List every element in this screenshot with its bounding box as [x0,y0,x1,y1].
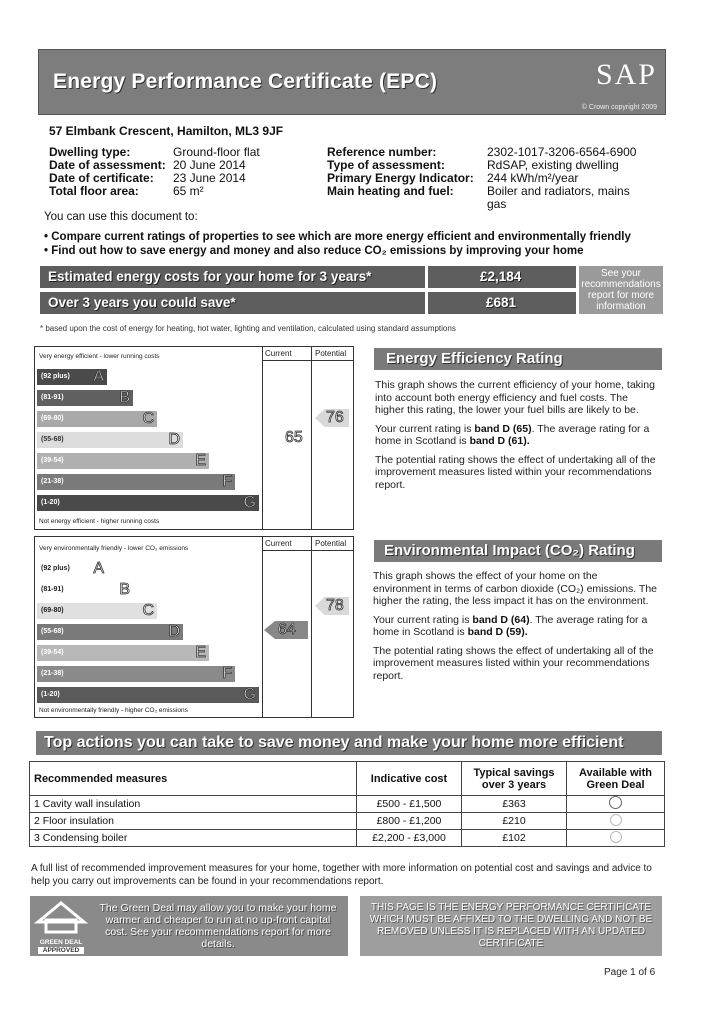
page-number: Page 1 of 6 [604,967,656,978]
cost-footnote: * based upon the cost of energy for heating, hot water, lighting and ventilation, calculated using standard assumptions [40,324,456,333]
cost-row-2 [40,292,425,314]
band-range: (81-91) [41,394,64,401]
full-list-note: A full list of recommended improvement measures for your home, together with more information on potential cost and savings and advice to help you carry out improvements can be found in your recommendations report. [31,863,652,887]
ee-current-rating: 65 [285,429,303,446]
band-range: (1-20) [41,691,60,698]
band-letter: B [119,389,130,406]
environmental-impact-chart [34,536,354,718]
measure-cell: 3 Condensing boiler [30,830,357,847]
band-bar [37,687,259,703]
cost-cell: £800 - £1,200 [357,813,462,830]
cost-row-1 [40,266,425,288]
band-letter: E [195,452,206,469]
band-range: (55-68) [41,628,64,635]
details-left [49,146,260,198]
detail-label: Primary Energy Indicator: [327,171,474,185]
band-letter: C [142,602,154,619]
cost-cell: £500 - £1,500 [357,796,462,813]
band-range: (55-68) [41,436,64,443]
band-range: (21-38) [41,478,64,485]
band-letter: F [222,665,232,682]
measure-cell: 1 Cavity wall insulation [30,796,357,813]
cost-row-value: £2,184 [480,269,522,284]
green-deal-cell [567,796,665,813]
detail-value: RdSAP, existing dwelling [487,158,619,172]
green-deal-text: The Green Deal may allow you to make your home warmer and cheaper to run at no up-front capital cost. See your recommendations report for more details. [99,902,337,950]
band-range: (39-54) [41,457,64,464]
green-deal-box [30,896,348,956]
saving-cell: £210 [462,813,567,830]
detail-label: Total floor area: [49,184,139,198]
details-right [327,146,637,211]
top-actions-title-bar [36,731,662,755]
band-letter: G [243,686,256,703]
band-range: (39-54) [41,649,64,656]
chart-bottom-label: Not energy efficient - higher running costs [39,518,160,525]
band-range: (81-91) [41,586,64,593]
chart-top-label: Very environmentally friendly - lower CO₂ emissions [39,545,189,552]
detail-value: Boiler and radiators, mains gas [487,184,630,211]
cost-row-1-value-cell [428,266,576,288]
cost-row-label: Estimated energy costs for your home for 3 years* [48,269,372,284]
table-row [30,813,665,830]
ee-potential-rating: 76 [326,409,344,426]
col-potential-label: Potential [315,349,347,358]
detail-value: 23 June 2014 [173,171,246,185]
chart-top-label: Very energy efficient - lower running costs [39,353,160,360]
use-bullets: • Compare current ratings of properties to see which are more energy efficient and environmentally friendly • Find out how to save energy and money and also reduce CO₂ emissions by improving your home [44,231,631,257]
top-actions-title: Top actions you can take to save money and make your home more efficient [44,734,624,751]
band-letter: A [93,560,104,577]
use-intro: You can use this document to: [44,211,198,223]
band-letter: G [243,494,256,511]
affix-notice-box [360,896,662,956]
header-measures: Recommended measures [30,762,357,796]
green-deal-cell [567,813,665,830]
ee-paragraph-1: This graph shows the current efficiency of your home, taking into account both energy efficiency and fuel costs. The higher this rating, the lower your fuel bills are likely to be. [375,379,655,416]
ei-section-title-bar [374,540,662,562]
band-bar [37,411,157,427]
col-current-label: Current [265,349,292,358]
detail-label: Date of assessment: [49,158,166,172]
band-letter: A [93,368,104,385]
detail-label: Dwelling type: [49,145,131,159]
recommended-measures-table [29,761,665,847]
band-bar [37,624,183,640]
band-bar [37,432,183,448]
band-letter: D [168,431,180,448]
band-bar [37,474,235,490]
band-letter: B [119,581,130,598]
chart-bottom-label: Not environmentally friendly - higher CO₂ emissions [39,707,188,714]
see-recommendations-box: See your recommendations report for more information [579,266,663,314]
band-bar [37,582,133,598]
cost-row-value: £681 [486,295,517,310]
green-deal-logo-line2: APPROVED [38,947,84,954]
header-green-deal: Available with Green Deal [567,762,665,796]
band-bar [37,369,107,385]
band-range: (21-38) [41,670,64,677]
cost-row-2-value-cell [428,292,576,314]
col-potential-label: Potential [315,539,347,548]
green-deal-logo-line1: GREEN DEAL [39,939,83,946]
cost-row-label: Over 3 years you could save* [48,295,236,310]
ee-paragraph-2: Your current rating is band D (65). The average rating for a home in Scotland is band D (61). [375,422,650,447]
saving-cell: £102 [462,830,567,847]
table-row [30,796,665,813]
band-range: (92 plus) [41,565,70,572]
detail-label: Main heating and fuel: [327,184,454,198]
band-letter: D [168,623,180,640]
green-deal-cell [567,830,665,847]
band-range: (1-20) [41,499,60,506]
energy-efficiency-chart [34,346,354,530]
band-bar [37,561,107,577]
band-bar [37,666,235,682]
house-icon [34,900,88,934]
bullet-item: Find out how to save energy and money and also reduce CO₂ emissions by improving your home [51,245,584,257]
ee-description [375,379,657,491]
ei-potential-rating: 78 [326,597,344,614]
detail-label: Date of certificate: [49,171,154,185]
ei-description [373,570,657,682]
detail-value: 2302-1017-3206-6564-6900 [487,145,637,159]
band-letter: F [222,473,232,490]
ei-section-title: Environmental Impact (CO₂) Rating [384,542,635,559]
ei-current-rating: 64 [278,621,296,638]
epc-header [38,49,666,115]
band-letter: E [195,644,206,661]
ei-paragraph-1: This graph shows the effect of your home on the environment in terms of carbon dioxide (CO₂) emissions. The higher the rating, the less impact it has on the environment. [373,570,657,607]
band-bar [37,495,259,511]
affix-notice-text: THIS PAGE IS THE ENERGY PERFORMANCE CERTIFICATE WHICH MUST BE AFFIXED TO THE DWELLING AND NOT BE REMOVED UNLESS IT IS REPLACED WITH AN UPDATED CERTIFICATE [369,902,653,949]
property-address: 57 Elmbank Crescent, Hamilton, ML3 9JF [49,124,284,138]
sap-logo: SAP [595,58,657,91]
ee-section-title: Energy Efficiency Rating [386,350,563,367]
crown-copyright: © Crown copyright 2009 [581,104,657,111]
detail-label: Type of assessment: [327,158,445,172]
band-letter: C [142,410,154,427]
green-deal-tick-icon [610,831,622,843]
header-cost: Indicative cost [357,762,462,796]
band-range: (69-80) [41,607,64,614]
green-deal-tick-icon [610,814,622,826]
band-range: (92 plus) [41,373,70,380]
ee-paragraph-3: The potential rating shows the effect of undertaking all of the improvement measures listed within your recommendations report. [375,453,656,491]
col-current-label: Current [265,539,292,548]
detail-value: 65 m² [173,184,204,198]
measure-cell: 2 Floor insulation [30,813,357,830]
band-bar [37,390,133,406]
band-bar [37,603,157,619]
band-bar [37,453,209,469]
band-bar [37,645,209,661]
detail-label: Reference number: [327,145,437,159]
band-range: (69-80) [41,415,64,422]
detail-value: 20 June 2014 [173,158,246,172]
detail-value: 244 kWh/m²/year [487,171,579,185]
cost-cell: £2,200 - £3,000 [357,830,462,847]
saving-cell: £363 [462,796,567,813]
header-savings: Typical savings over 3 years [462,762,567,796]
ei-paragraph-3: The potential rating shows the effect of undertaking all of the improvement measures listed within your recommendations report. [373,644,654,682]
table-row [30,830,665,847]
green-deal-tick-icon [609,796,622,809]
ei-paragraph-2: Your current rating is band D (64). The average rating for a home in Scotland is band D (59). [373,613,648,638]
detail-value: Ground-floor flat [173,145,260,159]
green-deal-logo [34,900,88,952]
bullet-item: Compare current ratings of properties to see which are more energy efficient and environmentally friendly [51,231,631,243]
ee-section-title-bar [374,348,662,370]
document-title: Energy Performance Certificate (EPC) [53,70,438,93]
